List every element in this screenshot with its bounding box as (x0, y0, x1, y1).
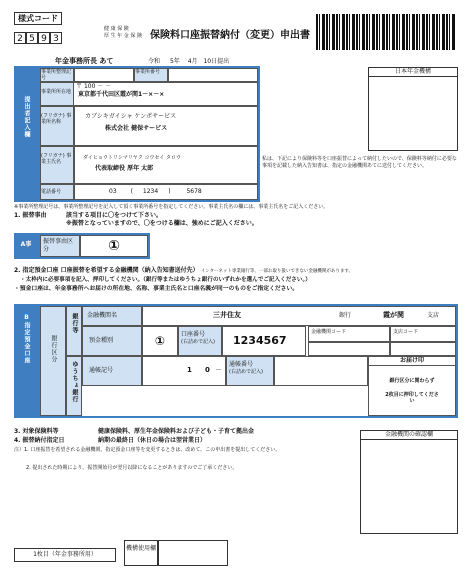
section2-side-label-box (14, 304, 38, 418)
branch-name: 霞が関 (383, 311, 404, 319)
section3-value: 健康保険料、厚生年金保険料および子ども・子育て拠出金 (98, 428, 255, 435)
form-code-digits (14, 26, 62, 45)
section2-block (38, 304, 458, 418)
section1-title: 1. 振替事由 (14, 212, 47, 219)
org-use-label: 機構使用欄 (124, 540, 158, 566)
deposit-type-value[interactable]: ① (142, 326, 178, 356)
pension-office-stamp-box (368, 67, 458, 151)
account-no-value[interactable]: 1234567 (222, 326, 306, 356)
phone-part-2: 1234 (142, 188, 159, 195)
org-small-1: 健 康 保 険 (104, 26, 129, 32)
section1-value[interactable]: ① (80, 235, 148, 257)
date-suffix: 日提出 (211, 58, 230, 65)
inst-code-label: 金融機関コード (308, 326, 390, 342)
bank-group-label-cell (40, 306, 66, 416)
branch-code-label: 支店コード (390, 326, 456, 342)
seal-note-1: 銀行区分に関わらず (389, 378, 435, 384)
passbook-symbol-field[interactable]: 1 0 － (142, 356, 226, 386)
date-year-unit: 年 (173, 58, 180, 65)
section3-title: 3. 対象保険料等 (14, 428, 59, 435)
section1-instruction-2: ※振替となっていますので、〇をつける欄は、強めにご記入ください。 (66, 220, 258, 227)
institution-name: 三井住友 (213, 311, 241, 319)
section2-title-note: インターネット専業銀行等、一部お取り扱いできない金融機関があります。 (200, 269, 353, 274)
form-code-label: 様式コード (14, 12, 62, 25)
date-day[interactable]: 10 (203, 58, 212, 65)
institution-label: 金融機関名 (82, 306, 142, 326)
submitter-block (38, 66, 260, 202)
owner-field[interactable] (74, 146, 258, 184)
postal-line (74, 83, 257, 91)
office-code-label: 事業所整理記号 (40, 68, 74, 82)
address-value: 東京都千代田区霞が関1－×－× (78, 91, 165, 98)
copy-label: 1枚目（年金事務所用） (14, 548, 116, 562)
address-label: 事業所所在地 (40, 82, 74, 106)
submitter-side-label: 提出者記入欄 (23, 96, 30, 138)
section1-block (38, 233, 150, 259)
form-code-digit: 2 (14, 32, 26, 44)
seal-label: お届け印 (369, 357, 455, 366)
note-2: 2. 提出された時期により、振替開始月が翌月以降になることがありますのでご了承ください。 (26, 465, 238, 471)
submission-date (148, 58, 229, 66)
branch-suffix: 支店 (427, 312, 440, 319)
passbook-symbol-value: 1 (187, 366, 192, 374)
phone-field[interactable]: 03 ( 1234 ) 5678 (74, 184, 258, 200)
org-small-2: 厚 生 年 金 保 険 (104, 33, 142, 39)
section1-field-label: 振替事由区分 (40, 235, 80, 257)
account-no-label-cell (178, 326, 222, 356)
request-text: 私は、下記により保険料等を口座振替によって納付したいので、保険料等納付に必要な事項を記載した納入告知書は、指定の金融機関あてに送付してください。 (262, 156, 457, 169)
passbook-symbol-label: 通帳記号 (82, 356, 142, 386)
addressee: 年金事務所長 あて (55, 57, 114, 65)
postal-code: 100 － － (83, 83, 112, 90)
section2-title-main: 2. 指定預金口座 (14, 267, 59, 274)
section2-side-label: B指定預金口座 (23, 314, 30, 364)
bank-type-cell[interactable] (66, 306, 82, 356)
date-month-unit: 月 (191, 58, 198, 65)
phone-part-1: 03 (109, 188, 117, 195)
postal-mark: 〒 (76, 83, 83, 90)
pension-office-stamp-label: 日本年金機構 (369, 68, 457, 77)
office-name-kana: カブシキガイシャ ケンポサービス (85, 113, 177, 120)
passbook-number-note: (右詰めで記入) (229, 369, 263, 375)
seal-box[interactable] (368, 356, 456, 416)
yucho-type-label: ゆうちょ銀行 (71, 361, 78, 403)
form-code (14, 6, 62, 45)
date-month[interactable]: 4 (187, 58, 192, 65)
account-no-note: (右詰めで記入) (181, 339, 215, 345)
section2-title (14, 267, 464, 275)
page-title: 保険料口座振替納付（変更）申出書 (150, 30, 310, 41)
office-name-label: (フリガナ) 事業所名称 (40, 106, 74, 146)
section2-line-2: ・預金口座は、年金事務所へお届けの所在地、名称、事業主氏名と口座名義が同一のものをご指定ください。 (14, 286, 299, 292)
phone-label: 電話番号 (40, 184, 74, 200)
section4-value: 納期の最終日（休日の場合は翌営業日） (98, 437, 207, 444)
section2-line-1: ・太枠内に必要事項を記入、押印してください。（銀行等またはゆうちょ銀行のいずれかを選んでご記入ください。） (20, 277, 311, 283)
inst-code-field[interactable] (308, 342, 390, 356)
section1-instruction-1: 該当する項目に〇をつけて下さい。 (66, 212, 163, 219)
passbook-number-field[interactable] (274, 356, 368, 386)
form-code-digit: 5 (26, 32, 38, 44)
org-use-field (158, 540, 228, 566)
office-name-field[interactable] (74, 106, 258, 146)
institution-field[interactable] (142, 306, 456, 326)
form-code-digit: 9 (38, 32, 50, 44)
section4-title: 4. 振替納付指定日 (14, 437, 65, 444)
bank-confirm-label: 金融機関の確認欄 (361, 431, 457, 440)
bank-confirm-box (360, 430, 458, 534)
passbook-symbol-zero: 0 (205, 366, 210, 374)
owner-kana: ダイヒョウトリシマリヤク コウセイ タロウ (83, 155, 181, 161)
office-code-field[interactable] (74, 68, 134, 82)
note-line: ※事業所整理記号は、事業所整理記号を記入して頂く事業所番号を指定してください。事業主氏名の欄には、事業主氏名をご記入ください。 (14, 204, 329, 210)
account-no-label: 口座番号 (181, 331, 206, 338)
office-name-value: 株式会社 健保サービス (105, 125, 168, 132)
section2-title-rest: 口座振替を希望する金融機関（納入告知書送付先） (60, 267, 199, 274)
deposit-type-label: 預金種別 (82, 326, 142, 356)
date-era: 令和 (148, 58, 161, 65)
passbook-number-label: 通帳番号 (229, 361, 254, 368)
date-year[interactable]: 5 (169, 58, 174, 65)
seal-note-2: 2枚目に押印してください (385, 392, 439, 404)
office-number-field[interactable] (168, 68, 258, 82)
address-field[interactable] (74, 82, 258, 106)
office-number-label: 事業所番号 (134, 68, 168, 82)
yucho-type-cell[interactable] (66, 356, 82, 416)
owner-name: 代表取締役 厚年 太郎 (95, 165, 154, 172)
submitter-side-label-box (14, 66, 38, 202)
bank-suffix: 銀行 (339, 312, 352, 319)
bank-type-label: 銀行等 (71, 313, 78, 334)
branch-code-field[interactable] (390, 342, 456, 356)
note-1: 注）1. 口座振替を希望される金融機関、指定預金口座等を変更するときは、改めて、この申出書を提出してください。 (14, 447, 281, 453)
phone-part-3: 5678 (186, 188, 202, 195)
barcode (316, 14, 456, 50)
passbook-number-label-cell (226, 356, 274, 386)
form-code-digit: 3 (50, 32, 62, 44)
section1-side-label: A事 (14, 233, 38, 259)
owner-label: (フリガナ) 事業主氏名 (40, 146, 74, 184)
bank-group-label: 銀行区分 (50, 335, 57, 363)
